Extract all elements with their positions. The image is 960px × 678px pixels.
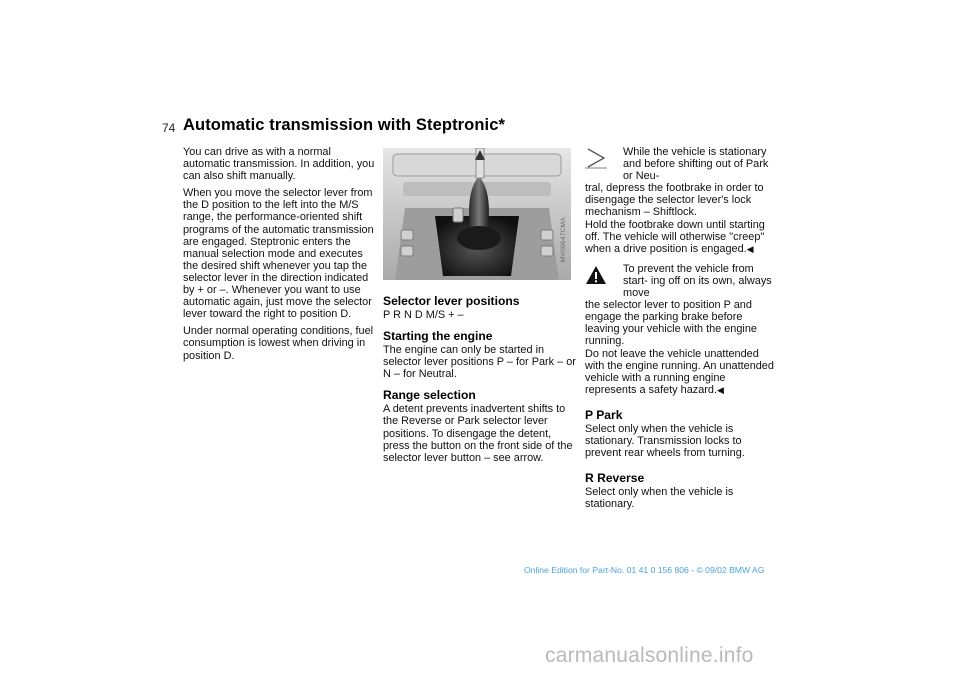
note-lead: While the vehicle is stationary and before shifting out of Park or Neu-: [623, 146, 769, 183]
section-body: Select only when the vehicle is stationary.: [585, 486, 734, 511]
section-body: The engine can only be started in selector lever positions P – for Park – or N – for Neutral.: [383, 344, 576, 381]
selector-lever-photo: [383, 148, 571, 280]
paragraph: When you move the selector lever from the D position to the left into the M/S range, the performance-oriented shift programs of the automatic transmission are engaged. Steptronic enters the manual selection mode and executes the desired shift whenever you tap the selector lever in the direction indicated by + or –. Whenever you want to use automatic again, just move the selector lever toward the right to position D.: [183, 187, 374, 321]
section-body: Select only when the vehicle is stationary. Transmission locks to prevent rear wheels from turning.: [585, 422, 745, 460]
watermark: carmanualsonline.info: [545, 644, 754, 667]
page-number: 74: [162, 121, 176, 135]
warning-triangle-icon: [585, 264, 607, 286]
column-intro: [183, 146, 375, 367]
end-mark: ◀: [716, 384, 724, 395]
note-arrow-icon: [585, 147, 607, 169]
column-notes: [585, 146, 777, 510]
note-text: Hold the footbrake down until starting off. The vehicle will otherwise "creep" when a drive position is engaged.: [585, 218, 765, 255]
online-edition-footer: Online Edition for Part-No. 01 41 0 156 806 - © 09/02 BMW AG: [524, 565, 765, 575]
warning-lead: To prevent the vehicle from start- ing off on its own, always move: [623, 262, 772, 300]
photo-code: MV00647CMA: [559, 216, 567, 262]
end-mark: ◀: [746, 243, 754, 254]
paragraph: Under normal operating conditions, fuel consumption is lowest when driving in position D.: [183, 325, 374, 362]
paragraph: You can drive as with a normal automatic transmission. In addition, you can also shift manually.: [183, 146, 375, 183]
section-heading: R Reverse: [585, 471, 645, 486]
note-block: [585, 146, 777, 255]
column-selector: [383, 146, 577, 464]
section-heading: Range selection: [383, 388, 476, 403]
section-heading: P Park: [585, 407, 623, 422]
section-heading: Selector lever positions: [383, 294, 520, 308]
selector-lever-illustration: [383, 148, 571, 280]
warning-text: Do not leave the vehicle unattended with the engine running. An unattended vehicle with a running engine represents a safety hazard.: [585, 347, 774, 396]
section-body: P R N D M/S + –: [383, 309, 464, 321]
note-text: tral, depress the footbrake in order to disengage the selector lever's lock mechanism – Shiftlock.: [585, 182, 764, 219]
section-body: A detent prevents inadvertent shifts to the Reverse or Park selector lever positions. To disengage the detent, press the button on the front side of the selector lever button – see arrow.: [383, 403, 573, 464]
warning-text: the selector lever to position P and engage the parking brake before leaving your vehicle with the engine running.: [585, 299, 757, 348]
section-heading: Starting the engine: [383, 329, 493, 344]
warning-block: [585, 263, 777, 396]
page-title: Automatic transmission with Steptronic*: [183, 116, 506, 134]
